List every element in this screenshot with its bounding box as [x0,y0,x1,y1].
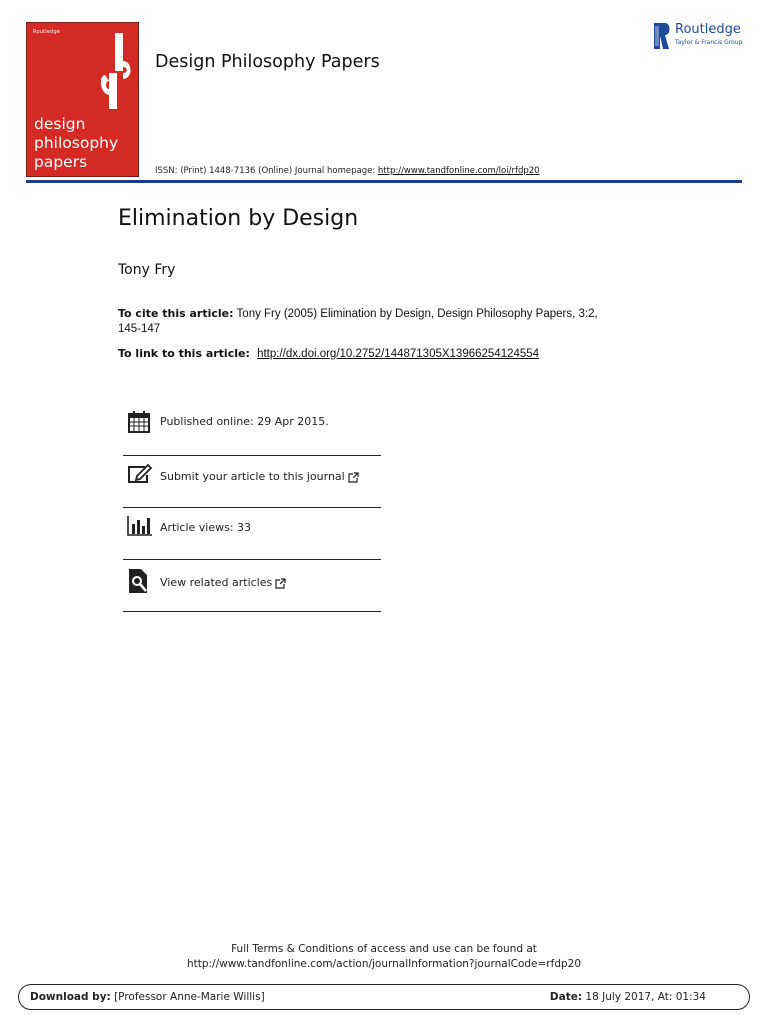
divider [123,559,381,560]
submit-article-link[interactable] [160,470,359,483]
cover-badge: Routledge [33,29,61,35]
divider [123,507,381,508]
cover-title-line: philosophy [34,134,119,152]
download-by [30,991,265,1003]
link-label: To link to this article: [118,347,250,360]
cover-title [34,115,138,172]
related-articles-link[interactable] [160,576,286,589]
submit-text[interactable]: Submit your article to this journal [160,470,345,483]
terms-notice [0,942,768,972]
citation [118,307,618,336]
issn-text: ISSN: (Print) 1448-7136 (Online) Journal homepage: [155,166,378,176]
external-link-icon [348,472,359,483]
cover-title-line: papers [34,153,88,171]
terms-url[interactable]: http://www.tandfonline.com/action/journalInformation?journalCode=rfdp20 [186,958,582,970]
published-online-row [123,410,381,438]
download-label: Download by: [30,991,111,1003]
article-author: Tony Fry [118,262,176,278]
doi-link[interactable]: http://dx.doi.org/10.2752/144871305X13966254124554 [257,348,540,360]
publisher-subtitle: Taylor & Francis Group [675,39,743,46]
download-value: [Professor Anne-Marie Willis] [114,991,265,1003]
edit-icon [127,463,153,485]
divider [123,611,381,612]
routledge-logo-icon [653,22,671,50]
article-link-row [118,347,539,360]
download-info-bar [18,984,750,1010]
journal-cover [26,22,139,177]
header-rule [26,180,742,183]
article-views-text: Article views: 33 [160,521,252,534]
terms-line: Full Terms & Conditions of access and use can be found at [231,943,537,955]
date-value: 18 July 2017, At: 01:34 [585,991,706,1003]
cite-text: Tony Fry (2005) Elimination by Design, Design Philosophy Papers, 3:2, 145-147 [118,308,598,335]
bar-chart-icon [127,515,153,537]
calendar-icon [127,410,151,434]
external-link-icon [275,578,286,589]
article-views-row [123,515,381,541]
related-text[interactable]: View related articles [160,576,273,589]
publisher-logo [653,22,745,50]
issn-line [155,166,540,176]
related-articles-row[interactable] [123,568,381,596]
date-label: Date: [549,991,583,1003]
search-document-icon [127,568,151,594]
journal-title: Design Philosophy Papers [155,52,380,72]
submit-article-row[interactable] [123,463,381,491]
divider [123,455,381,456]
journal-homepage-link[interactable]: http://www.tandfonline.com/loi/rfdp20 [377,166,540,176]
cover-title-line: design [34,115,86,133]
download-date [550,991,706,1003]
cite-label: To cite this article: [118,307,234,320]
article-title: Elimination by Design [118,206,359,231]
cover-dp-glyph-icon [101,31,135,111]
publisher-name: Routledge [675,22,741,37]
published-text: Published online: 29 Apr 2015. [160,415,329,428]
